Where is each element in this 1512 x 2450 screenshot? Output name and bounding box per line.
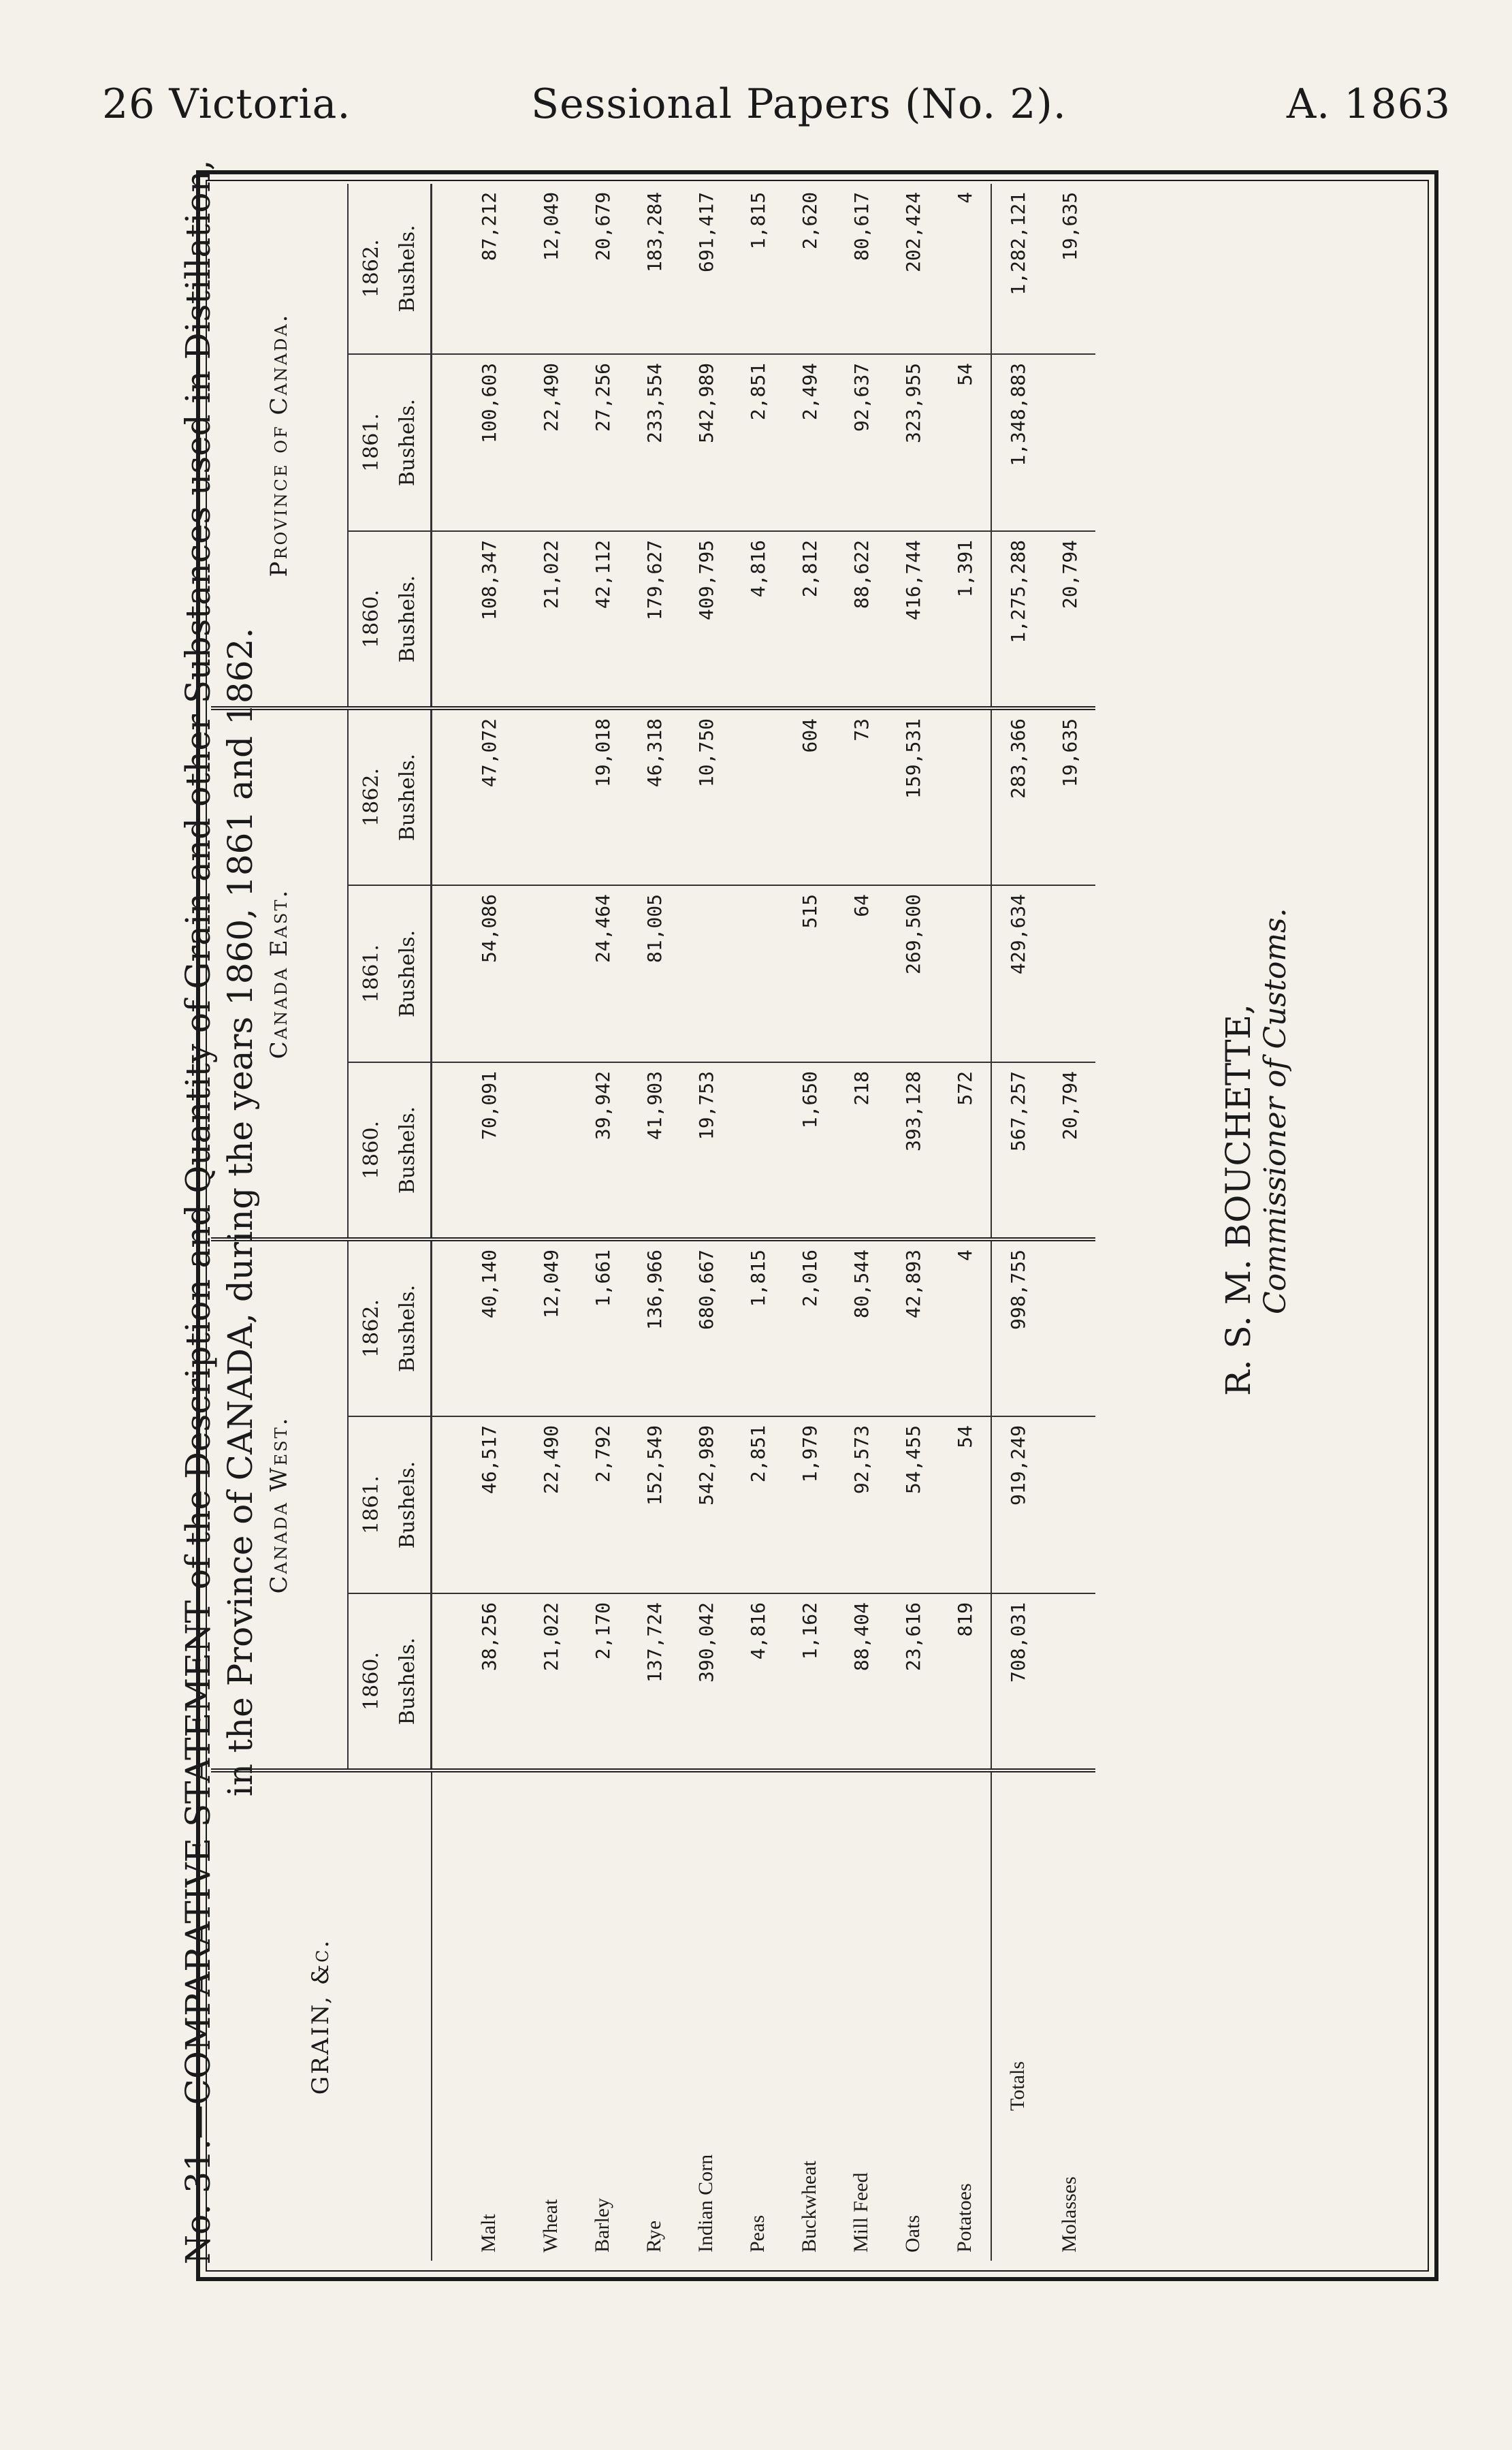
table-row [784, 184, 835, 2261]
table-cell: 429,634 [991, 885, 1044, 1062]
table-cell: 19,753 [680, 1062, 732, 1239]
table-cell: 393,128 [887, 1062, 939, 1239]
signature-name: R. S. M. BOUCHETTE, [1219, 1004, 1258, 1396]
row-label: Molasses [1044, 1770, 1095, 2261]
table-cell: 4,816 [732, 531, 784, 708]
table-row [887, 184, 939, 2261]
table-cell: 515 [784, 885, 835, 1062]
row-label: Malt [432, 1770, 526, 2261]
year-header: 1861. Bushels. [348, 885, 432, 1062]
table-cell: 708,031 [991, 1593, 1044, 1770]
table-cell: 20,794 [1044, 1062, 1095, 1239]
table-cell: 998,755 [991, 1239, 1044, 1416]
table-cell: 4,816 [732, 1593, 784, 1770]
table-cell [1044, 1416, 1095, 1593]
table-cell: 10,750 [680, 708, 732, 885]
year-header: 1862. Bushels. [348, 184, 432, 354]
table-row [1044, 184, 1095, 2261]
table-cell: 202,424 [901, 191, 924, 272]
row-label: Indian Corn [680, 1770, 732, 2261]
row-label: Totals [991, 1770, 1044, 2261]
table-cell: 19,635 [1058, 191, 1081, 261]
title-line-1: No. 31.—COMPARATIVE STATEMENT of the Description and Quantity of Grain and other Substances used in Distillation, [178, 159, 218, 2265]
header-year: A. 1863 [1286, 80, 1451, 128]
table-cell: 88,622 [835, 531, 887, 708]
table-cell: 100,603 [432, 354, 526, 531]
table-cell: 2,016 [784, 1239, 835, 1416]
year-header: 1861. Bushels. [348, 354, 432, 531]
table-cell: 22,490 [525, 354, 577, 531]
table-cell [1044, 354, 1095, 531]
table-cell: 1,282,121 [991, 184, 1044, 354]
signature-role: Commissioner of Customs. [1258, 908, 1293, 1314]
table-cell: 2,494 [784, 354, 835, 531]
table-cell: 88,404 [835, 1593, 887, 1770]
year-header: 1862. Bushels. [348, 1239, 432, 1416]
table-cell: 4 [939, 1239, 991, 1416]
table-cell: 20,679 [591, 191, 614, 261]
group-canada-west: Canada West. [211, 1239, 348, 1770]
table-row [939, 184, 991, 2261]
table-row [680, 184, 732, 2261]
table-cell [732, 1062, 784, 1239]
table-cell: 38,256 [432, 1593, 526, 1770]
table-cell: 233,554 [628, 354, 680, 531]
table-cell: 80,617 [850, 191, 873, 261]
table-cell: 2,851 [732, 354, 784, 531]
table-cell: 409,795 [680, 531, 732, 708]
table-cell [939, 885, 991, 1062]
table-cell: 567,257 [991, 1062, 1044, 1239]
table-cell: 2,851 [732, 1416, 784, 1593]
row-label: Peas [732, 1770, 784, 2261]
table-cell: 1,275,288 [991, 531, 1044, 708]
table-cell: 21,022 [525, 531, 577, 708]
statement-table [211, 184, 1095, 2261]
table-cell: 269,500 [887, 885, 939, 1062]
table-cell: 21,022 [525, 1593, 577, 1770]
table-cell: 92,637 [835, 354, 887, 531]
table-cell: 1,815 [732, 1239, 784, 1416]
row-label: Oats [887, 1770, 939, 2261]
table-cell: 218 [835, 1062, 887, 1239]
table-cell: 64 [835, 885, 887, 1062]
table-cell [1044, 885, 1095, 1062]
row-label: Barley [577, 1770, 628, 2261]
table-cell: 1,391 [939, 531, 991, 708]
table-cell [732, 885, 784, 1062]
row-label: Potatoes [939, 1770, 991, 2261]
row-header: GRAIN, &c. [211, 1770, 432, 2261]
table-cell: 919,249 [991, 1416, 1044, 1593]
table-cell: 54,455 [887, 1416, 939, 1593]
table-cell: 2,792 [577, 1416, 628, 1593]
table-cell: 680,667 [680, 1239, 732, 1416]
table-cell: 42,112 [577, 531, 628, 708]
group-canada-east: Canada East. [211, 708, 348, 1239]
table-cell: 40,140 [432, 1239, 526, 1416]
table-cell [1044, 1239, 1095, 1416]
table-cell [1044, 1593, 1095, 1770]
table-cell: 54,086 [432, 885, 526, 1062]
year-header: 1860. Bushels. [348, 531, 432, 708]
table-cell: 12,049 [525, 1239, 577, 1416]
table-cell [732, 708, 784, 885]
table-cell [525, 708, 577, 885]
table-cell: 54 [939, 354, 991, 531]
header-session: 26 Victoria. [102, 80, 351, 128]
table-row [525, 184, 577, 2261]
table-cell: 41,903 [628, 1062, 680, 1239]
table-cell: 87,212 [477, 191, 500, 261]
table-cell [680, 885, 732, 1062]
year-header: 1860. Bushels. [348, 1593, 432, 1770]
row-label: Mill Feed [835, 1770, 887, 2261]
table-cell: 179,627 [628, 531, 680, 708]
table-row [432, 184, 526, 2261]
table-cell: 80,544 [835, 1239, 887, 1416]
year-header: 1861. Bushels. [348, 1416, 432, 1593]
table-cell: 39,942 [577, 1062, 628, 1239]
table-cell: 12,049 [539, 191, 562, 261]
table-cell: 27,256 [577, 354, 628, 531]
year-header: 1862. Bushels. [348, 708, 432, 885]
table-cell: 1,348,883 [991, 354, 1044, 531]
table-cell: 604 [784, 708, 835, 885]
table-body [432, 184, 1096, 2261]
table-cell: 22,490 [525, 1416, 577, 1593]
table-cell: 2,170 [577, 1593, 628, 1770]
table-cell: 108,347 [432, 531, 526, 708]
table-cell: 819 [939, 1593, 991, 1770]
table-cell: 2,812 [784, 531, 835, 708]
table-cell: 73 [835, 708, 887, 885]
table-cell: 46,318 [628, 708, 680, 885]
table-cell: 542,989 [680, 354, 732, 531]
table-cell: 416,744 [887, 531, 939, 708]
table-cell: 1,650 [784, 1062, 835, 1239]
table-cell: 542,989 [680, 1416, 732, 1593]
table-cell: 283,366 [991, 708, 1044, 885]
group-province-of-canada: Province of Canada. [211, 184, 348, 708]
table-cell: 19,635 [1044, 708, 1095, 885]
table-cell: 23,616 [887, 1593, 939, 1770]
table-cell: 159,531 [887, 708, 939, 885]
table-cell: 323,955 [887, 354, 939, 531]
table-cell: 19,018 [577, 708, 628, 885]
header-series: Sessional Papers (No. 2). [531, 80, 1067, 128]
table-cell: 1,661 [577, 1239, 628, 1416]
table-cell: 1,162 [784, 1593, 835, 1770]
table-cell: 4 [953, 191, 976, 204]
table-cell: 390,042 [680, 1593, 732, 1770]
row-label: Wheat [525, 1770, 577, 2261]
title-line-2: in the Province of CANADA, during the years 1860, 1861 and 1862. [221, 627, 260, 1797]
table-cell: 70,091 [432, 1062, 526, 1239]
table-cell [525, 1062, 577, 1239]
table-cell: 137,724 [628, 1593, 680, 1770]
table-cell: 47,072 [432, 708, 526, 885]
table-cell: 24,464 [577, 885, 628, 1062]
table-row [835, 184, 887, 2261]
table-cell: 20,794 [1044, 531, 1095, 708]
totals-row [991, 184, 1044, 2261]
table-cell: 92,573 [835, 1416, 887, 1593]
table-cell: 136,966 [628, 1239, 680, 1416]
table-cell: 152,549 [628, 1416, 680, 1593]
table-cell: 572 [939, 1062, 991, 1239]
table-cell: 691,417 [694, 191, 718, 272]
statement-table-wrapper [211, 184, 1212, 2261]
table-cell: 183,284 [643, 191, 666, 272]
table-row [732, 184, 784, 2261]
table-row [577, 184, 628, 2261]
table-cell: 1,979 [784, 1416, 835, 1593]
table-cell: 2,620 [798, 191, 821, 250]
year-header: 1860. Bushels. [348, 1062, 432, 1239]
signature-block [1219, 715, 1293, 1396]
table-cell [525, 885, 577, 1062]
table-cell: 1,815 [746, 191, 769, 250]
table-cell [939, 708, 991, 885]
table-cell: 42,893 [887, 1239, 939, 1416]
table-cell: 81,005 [628, 885, 680, 1062]
row-label: Rye [628, 1770, 680, 2261]
row-label: Buckwheat [784, 1770, 835, 2261]
table-cell: 54 [939, 1416, 991, 1593]
table-row [628, 184, 680, 2261]
table-cell: 46,517 [432, 1416, 526, 1593]
